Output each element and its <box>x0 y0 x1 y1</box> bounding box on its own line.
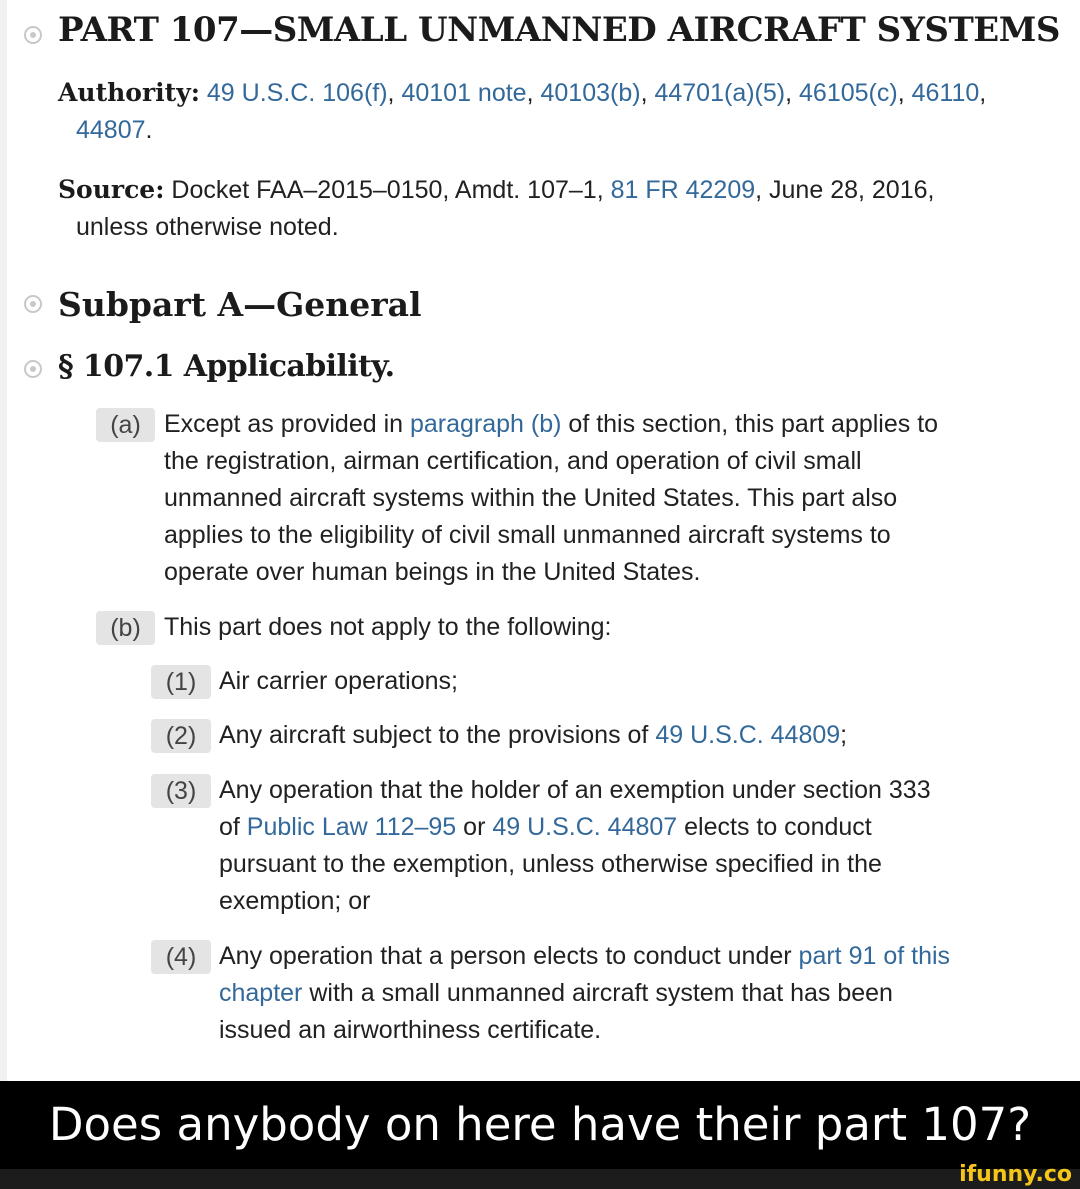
part-91-link[interactable]: part 91 of this <box>798 942 951 970</box>
paragraph-b2-text <box>219 717 1059 754</box>
part-title: PART 107—SMALL UNMANNED AIRCRAFT SYSTEMS <box>58 10 1060 50</box>
paragraph-a-line: the registration, airman certification, and operation of civil small <box>164 447 862 475</box>
paragraph-b2-line: Any aircraft subject to the provisions of <box>219 721 656 749</box>
authority-link-5[interactable]: 46105(c) <box>799 79 898 107</box>
authority-end: . <box>145 116 153 144</box>
paragraph-b4-label[interactable]: (4) <box>151 940 211 974</box>
page-edge <box>0 0 7 1081</box>
authority-sep: , <box>785 79 800 107</box>
source-date: , June 28, 2016, <box>755 176 935 204</box>
source-fr-link[interactable]: 81 FR 42209 <box>610 176 756 204</box>
paragraph-b4-line: Any operation that a person elects to conduct under <box>219 942 799 970</box>
paragraph-a-line: of this section, this part applies to <box>561 410 939 438</box>
paragraph-a-line: operate over human beings in the United States. <box>164 558 701 586</box>
authority-label: Authority: <box>58 78 200 107</box>
authority-sep: , <box>387 79 402 107</box>
paragraph-b3-line: exemption; or <box>219 887 371 915</box>
authority-link-1[interactable]: 49 U.S.C. 106(f) <box>206 79 388 107</box>
expand-subpart-icon[interactable] <box>24 295 42 313</box>
paragraph-b1-label[interactable]: (1) <box>151 665 211 699</box>
source-note: unless otherwise noted. <box>76 213 339 241</box>
footer-bar <box>0 1169 1080 1189</box>
expand-section-icon[interactable] <box>24 360 42 378</box>
paragraph-b3-line: Any operation that the holder of an exemption under section 333 <box>219 776 931 804</box>
authority-sep: , <box>640 79 655 107</box>
paragraph-b4-line: issued an airworthiness certificate. <box>219 1016 602 1044</box>
paragraph-b4-text <box>219 938 1064 1049</box>
authority-link-3[interactable]: 40103(b) <box>540 79 641 107</box>
paragraph-a-line: applies to the eligibility of civil small unmanned aircraft systems to <box>164 521 891 549</box>
subpart-title: Subpart A—General <box>58 285 422 324</box>
paragraph-b-text: This part does not apply to the following: <box>164 613 612 641</box>
usc-44807-link[interactable]: 49 U.S.C. 44807 <box>492 813 678 841</box>
authority-sep: , <box>979 79 987 107</box>
paragraph-a-line: unmanned aircraft systems within the United States. This part also <box>164 484 898 512</box>
ifunny-watermark: ifunny.co <box>959 1162 1072 1187</box>
paragraph-a-label[interactable]: (a) <box>96 408 155 442</box>
authority-link-7[interactable]: 44807 <box>76 116 146 144</box>
authority-link-4[interactable]: 44701(a)(5) <box>654 79 786 107</box>
caption-text: Does anybody on here have their part 107? <box>48 1098 1032 1151</box>
authority-link-6[interactable]: 46110 <box>911 79 980 107</box>
paragraph-b3-label[interactable]: (3) <box>151 774 211 808</box>
paragraph-b-label[interactable]: (b) <box>96 611 155 645</box>
source-block <box>58 171 1058 246</box>
paragraph-b3-line: or <box>456 813 493 841</box>
source-text: Docket FAA–2015–0150, Amdt. 107–1, <box>171 176 611 204</box>
paragraph-b-link[interactable]: paragraph (b) <box>409 410 562 438</box>
paragraph-b2-line: ; <box>840 721 848 749</box>
usc-44809-link[interactable]: 49 U.S.C. 44809 <box>655 721 841 749</box>
paragraph-b4-line: with a small unmanned aircraft system that has been <box>302 979 893 1007</box>
expand-part-icon[interactable] <box>24 26 42 44</box>
paragraph-b3-line: pursuant to the exemption, unless otherwise specified in the <box>219 850 882 878</box>
section-title: § 107.1 Applicability. <box>58 349 395 384</box>
paragraph-b3-line: of <box>219 813 247 841</box>
authority-link-2[interactable]: 40101 note <box>401 79 527 107</box>
paragraph-a-line: Except as provided in <box>164 410 410 438</box>
authority-sep: , <box>526 79 541 107</box>
paragraph-a-text <box>164 406 1064 591</box>
part-91-link-cont[interactable]: chapter <box>219 979 303 1007</box>
paragraph-b3-line: elects to conduct <box>677 813 872 841</box>
public-law-link[interactable]: Public Law 112–95 <box>246 813 457 841</box>
source-label: Source: <box>58 175 165 204</box>
authority-block <box>58 74 1058 149</box>
paragraph-b3-text <box>219 772 1059 920</box>
paragraph-b2-label[interactable]: (2) <box>151 719 211 753</box>
paragraph-b1-text: Air carrier operations; <box>219 667 458 695</box>
authority-sep: , <box>897 79 912 107</box>
